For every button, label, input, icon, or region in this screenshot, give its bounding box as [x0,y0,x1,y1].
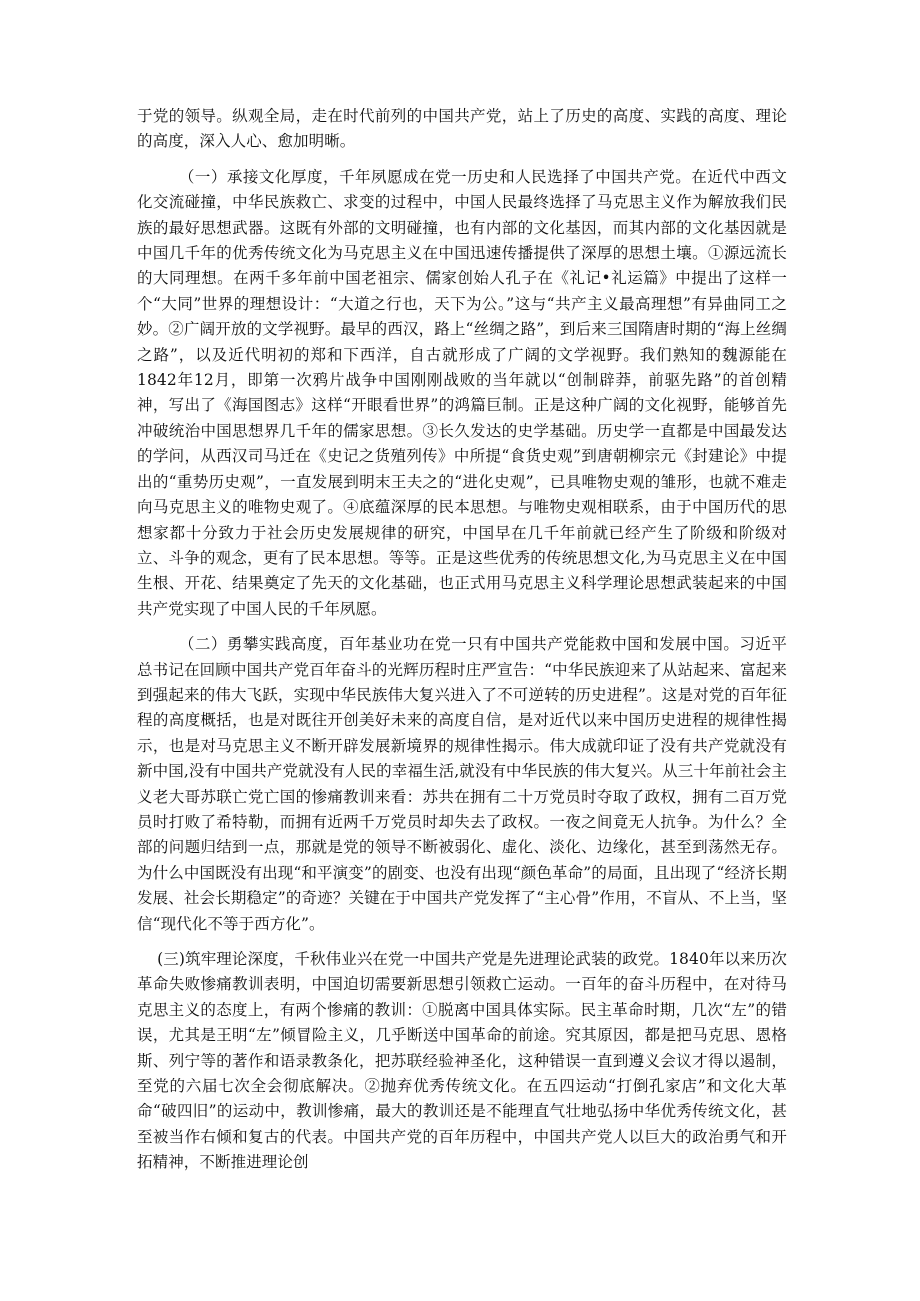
document-page [137,104,787,1186]
paragraph-section-3: (三)筑牢理论深度，千秋伟业兴在党一中国共产党是先进理论武装的政党。1840年以来历次革命失败惨痛教训表明，中国迫切需要新思想引领救亡运动。一百年的奋斗历程中，在对待马克思主义的态度上，有两个惨痛的教训：①脱离中国具体实际。民主革命时期，几次“左”的错误，尤其是王明“左”倾冒险主义，几乎断送中国革命的前途。究其原因，都是把马克思、恩格斯、列宁等的著作和语录教条化，把苏联经验神圣化，这种错误一直到遵义会议才得以遏制，至党的六届七次全会彻底解决。②抛弃优秀传统文化。在五四运动“打倒孔家店”和文化大革命“破四旧”的运动中，教训惨痛，最大的教训还是不能理直气壮地弘扬中华优秀传统文化，甚至被当作右倾和复古的代表。中国共产党的百年历程中，中国共产党人以巨大的政治勇气和开拓精神，不断推进理论创 [137,950,787,1172]
paragraph-section-1: （一）承接文化厚度，千年夙愿成在党一历史和人民选择了中国共产党。在近代中西文化交流碰撞，中华民族救亡、求变的过程中，中国人民最终选择了马克思主义作为解放我们民族的最好思想武器。这既有外部的文明碰撞，也有内部的文化基因，而其内部的文化基因就是中国几千年的优秀传统文化为马克思主义在中国迅速传播提供了深厚的思想土壤。①源远流长的大同理想。在两千多年前中国老祖宗、儒家创始人孔子在《礼记•礼运篇》中提出了这样一个“大同”世界的理想设计：“大道之行也，天下为公。”这与“共产主义最高理想”有异曲同工之妙。②广阔开放的文学视野。最早的西汉，路上“丝绸之路”，到后来三国隋唐时期的“海上丝绸之路”，以及近代明初的郑和下西洋，自古就形成了广阔的文学视野。我们熟知的魏源能在1842年12月，即第一次鸦片战争中国刚刚战败的当年就以“创制辟莽，前驱先路”的首创精神，写出了《海国图志》这样“开眼看世界”的鸿篇巨制。正是这种广阔的文化视野，能够首先冲破统治中国思想界几千年的儒家思想。③长久发达的史学基础。历史学一直都是中国最发达的学问，从西汉司马迁在《史记之货殖列传》中所提“食货史观”到唐朝柳宗元《封建论》中提出的“重势历史观”，一直发展到明末王夫之的“进化史观”，已具唯物史观的雏形，也就不难走向马克思主义的唯物史观了。④底蕴深厚的民本思想。与唯物史观相联系，由于中国历代的思想家都十分致力于社会历史发展规律的研究，中国早在几千年前就已经产生了阶级和阶级对立、斗争的观念，更有了民本思想。等等。正是这些优秀的传统思想文化,为马克思主义在中国生根、开花、结果奠定了先天的文化基础，也正式用马克思主义科学理论思想武装起来的中国共产党实现了中国人民的千年夙愿。 [137,167,787,618]
paragraph-section-2: （二）勇攀实践高度，百年基业功在党一只有中国共产党能救中国和发展中国。习近平总书记在回顾中国共产党百年奋斗的光辉历程时庄严宣告：“中华民族迎来了从站起来、富起来到强起来的伟大飞跃，实现中华民族伟大复兴进入了不可逆转的历史进程”。这是对党的百年征程的高度概括，也是对既往开创美好未来的高度自信，是对近代以来中国历史进程的规律性揭示，也是对马克思主义不断开辟发展新境界的规律性揭示。伟大成就印证了没有共产党就没有新中国,没有中国共产党就没有人民的幸福生活,就没有中华民族的伟大复兴。从三十年前社会主义老大哥苏联亡党亡国的惨痛教训来看：苏共在拥有二十万党员时夺取了政权，拥有二百万党员时打败了希特勒，而拥有近两千万党员时却失去了政权。一夜之间竟无人抗争。为什么？全部的问题归结到一点，那就是党的领导不断被弱化、虚化、淡化、边缘化，甚至到荡然无存。为什么中国既没有出现“和平演变”的剧变、也没有出现“颜色革命”的局面，且出现了“经济长期发展、社会长期稳定”的奇迹？关键在于中国共产党发挥了“主心骨”作用，不盲从、不上当，坚信“现代化不等于西方化”。 [137,635,787,933]
paragraph-intro: 于党的领导。纵观全局，走在时代前列的中国共产党，站上了历史的高度、实践的高度、理论的高度，深入人心、愈加明晰。 [137,107,787,151]
